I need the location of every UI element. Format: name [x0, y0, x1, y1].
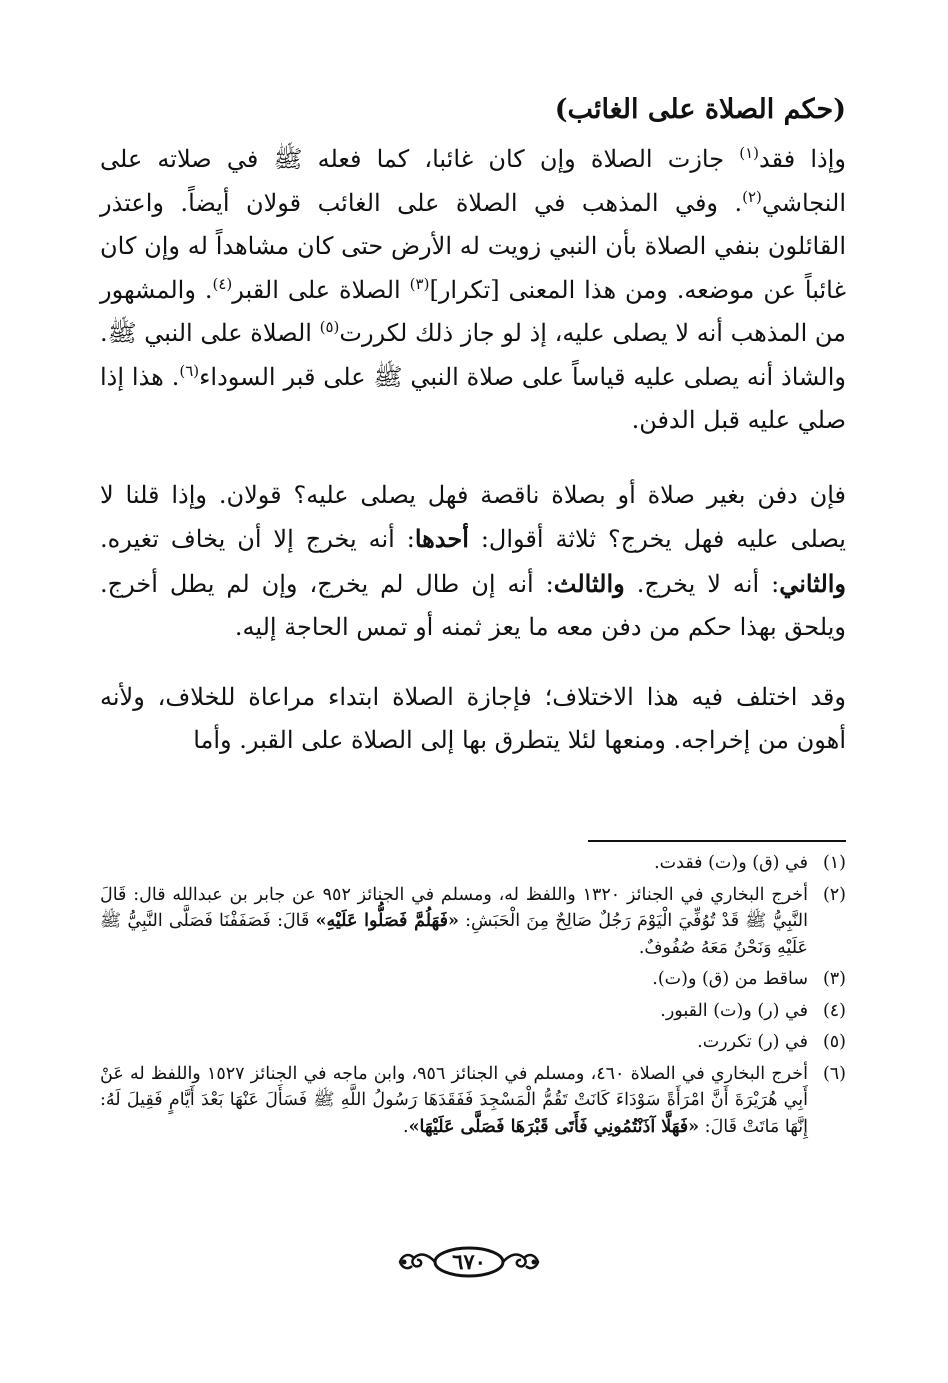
footnote-text: ساقط من (ق) و(ت).: [652, 969, 808, 989]
footnote-text: [100, 1061, 808, 1141]
paragraph-2-bold-2: والثاني: [779, 568, 847, 598]
footnote-number: (٢): [822, 884, 846, 905]
footnote-ref-4[interactable]: (٤): [212, 274, 233, 293]
paragraph-2: [100, 474, 846, 650]
paragraph-2-text-2: : أنه يخرج إلا أن يخاف تغيره.: [100, 525, 415, 553]
footnote-quote-bold: «فَهَلَّا آذَنْتُمُونِي فَأَتَى قَبْرَهَا فَصَلَّى عَلَيْهَا»: [408, 1116, 700, 1137]
footnote-3: [100, 966, 846, 993]
footnote-text-part: .: [403, 1116, 409, 1137]
footnote-text: في (ر) تكررت.: [697, 1032, 808, 1052]
paragraph-2-text-3: : أنه لا يخرج.: [624, 569, 780, 598]
footnote-quote-bold: «فَهَلُمَّ فَصَلُّوا عَلَيْهِ»: [315, 911, 459, 931]
footnote-1: [100, 850, 846, 877]
footnote-2: [100, 882, 846, 962]
paragraph-2-bold-3: والثالث: [553, 568, 625, 598]
paragraph-1: [100, 138, 846, 443]
footnote-text-part: أخرج البخاري في الجنائز ١٣٢٠ واللفظ له، ومسلم في الجنائز ٩٥٢ عن جابر بن عبدالله قال: قَالَ النَّبِيُّ ﷺ قَدْ تُوُفِّيَ الْيَوْمَ رَجُلٌ صَالِحٌ مِنَ الْحَبَشِ:: [100, 884, 808, 931]
footnote-text: [100, 882, 808, 962]
paragraph-1-text-3: . وفي المذهب في الصلاة على الغائب قولان أيضاً. واعتذر القائلون بنفي الصلاة بأن النبي زويت له الأرض حتى كان مشاهداً له وإن كان غائباً عن موضعه. ومن هذا المعنى [تكرار]: [100, 188, 846, 304]
footnote-number: (٤): [822, 1000, 846, 1021]
footnote-ref-1[interactable]: (١): [739, 144, 760, 162]
footnote-number: (٥): [822, 1032, 846, 1052]
section-heading: (حكم الصلاة على الغائب): [554, 94, 846, 125]
page-number-ornament: [394, 1242, 544, 1282]
paragraph-1-text-4: الصلاة على القبر: [232, 275, 410, 304]
footnote-text-part: قَالَ: فَصَفَفْنَا فَصَلَّى النَّبِيُّ ﷺ عَلَيْهِ وَنَحْنُ مَعَهُ صُفُوفٌ.: [100, 911, 808, 958]
footnote-number: (١): [822, 853, 846, 873]
footnote-4: [100, 998, 846, 1025]
paragraph-1-text-1: وإذا فقد: [759, 145, 846, 173]
footnote-number: (٣): [822, 969, 846, 989]
paragraph-spacer: [100, 443, 846, 474]
footnotes: [100, 850, 846, 1145]
footnote-6: [100, 1061, 846, 1141]
footnote-text: في (ق) و(ت) فقدت.: [654, 853, 808, 873]
footnote-ref-6[interactable]: (٦): [179, 361, 200, 380]
footnote-text-part: أخرج البخاري في الصلاة ٤٦٠، ومسلم في الجنائز ٩٥٦، وابن ماجه في الجنائز ١٥٢٧ واللفظ له عَنْ أَبِي هُرَيْرَةَ أَنَّ امْرَأَةً سَوْدَاءَ كَانَتْ تَقُمُّ الْمَسْجِدَ فَفَقَدَهَا رَسُولُ اللَّهِ ﷺ فَسَأَلَ عَنْهَا بَعْدَ أَيَّامٍ فَقِيلَ لَهُ: إِنَّهَا مَاتَتْ قَالَ:: [100, 1063, 808, 1137]
paragraph-3: وقد اختلف فيه هذا الاختلاف؛ فإجازة الصلاة ابتداء مراعاة للخلاف، ولأنه أهون من إخراجه. ومنعها لئلا يتطرق بها إلى الصلاة على القبر. وأما: [100, 682, 846, 754]
page-body: [100, 88, 846, 763]
footnote-number: (٦): [822, 1063, 846, 1084]
paragraph-2-bold-1: أحدها: [414, 524, 469, 553]
paragraph-1-text-7: . هذا إذا صلي عليه قبل الدفن.: [100, 362, 846, 434]
paragraph-1-text-2: جازت الصلاة وإن كان غائبا، كما فعله ﷺ في صلاته على النجاشي: [100, 145, 847, 217]
footnote-text: في (ر) و(ت) القبور.: [660, 1000, 808, 1021]
paragraph-spacer: [100, 650, 846, 676]
paragraph-2-text-4: : أنه إن طال لم يخرج، وإن لم يطل أخرج. ويلحق بهذا حكم من دفن معه ما يعز ثمنه أو تمس الحاجة إليه.: [100, 569, 846, 641]
paragraph-1-text-5: . والمشهور من المذهب أنه لا يصلى عليه، إذ لو جاز ذلك لكررت: [100, 275, 847, 347]
footnote-5: [100, 1029, 846, 1056]
footnote-ref-2[interactable]: (٢): [742, 187, 762, 206]
paragraph-1-text-6: الصلاة على النبي ﷺ. والشاذ أنه يصلى عليه قياساً على صلاة النبي ﷺ على قبر السوداء: [100, 319, 846, 391]
page-number: ٦٧٠: [452, 1249, 486, 1274]
paragraph-2-text-1: فإن دفن بغير صلاة أو بصلاة ناقصة فهل يصلى عليه؟ قولان. وإذا قلنا لا يصلى عليه فهل يخرج؟ ثلاثة أقوال:: [100, 480, 846, 553]
footnote-ref-5[interactable]: (٥): [319, 318, 340, 336]
footnote-divider: [588, 840, 846, 842]
footnote-ref-3[interactable]: (٣): [409, 274, 430, 293]
